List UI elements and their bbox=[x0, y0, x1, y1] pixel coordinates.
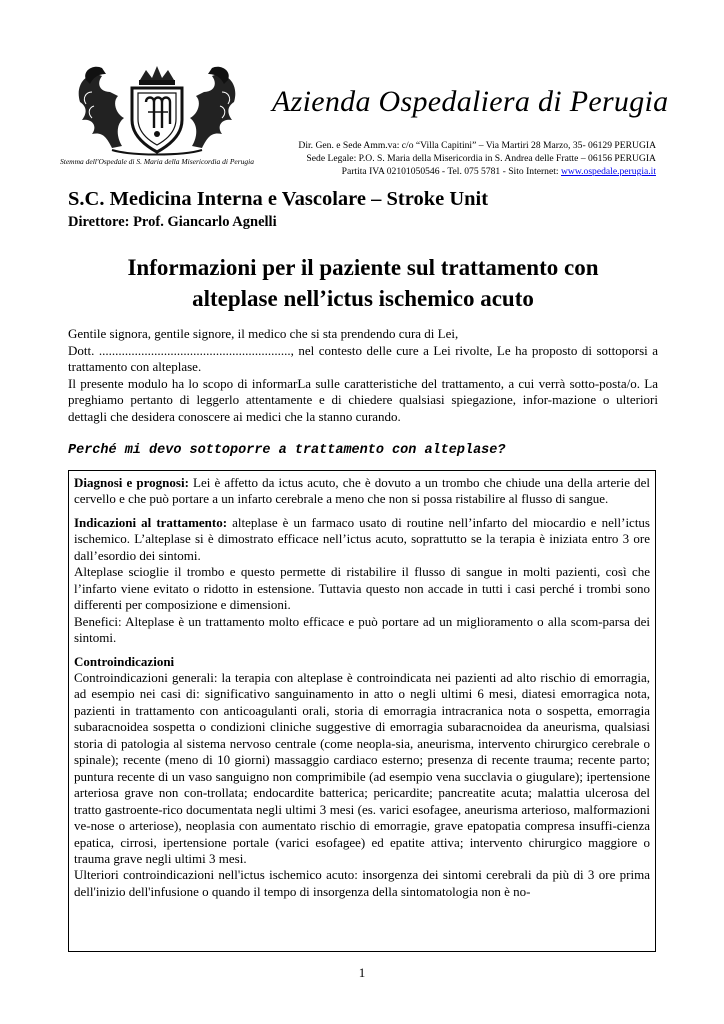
document-title bbox=[68, 252, 658, 314]
intro-greeting: Gentile signora, gentile signore, il medico che si sta prendendo cura di Lei, bbox=[68, 326, 459, 341]
indications-label: Indicazioni al trattamento: bbox=[74, 514, 228, 530]
website-link[interactable]: www.ospedale.perugia.it bbox=[560, 166, 656, 177]
mechanism-paragraph: Alteplase scioglie il trombo e questo permette di ristabilire il flusso di sangue in molti pazienti, così che l’infarto viene evitato o ridotto in estensione. Tuttavia questo non accade in tutti i casi perché i trombi sono differenti per composizione e dimensioni. bbox=[74, 564, 650, 613]
indications-text: alteplase è un farmaco usato di routine nell’infarto del miocardio e nell’ictus ischemico. L’alteplase si è dimostrato efficace nell’ictus acuto, soprattutto se la terapia è iniziata entro 3 ore dall’esordio dei sintomi. bbox=[74, 514, 650, 563]
title-line-2: alteplase nell’ictus ischemico acuto bbox=[192, 286, 534, 311]
general-contraindications: Controindicazioni generali: la terapia con alteplase è controindicata nei pazienti ad alto rischio di emorragia, ad esempio nei casi di: significativo sanguinamento in atto o negli ultimi 6 mesi, diatesi emorragica nota, pazienti in trattamento con anticoagulanti orali, storia di emorragia intracranica nota o sospetta, emorragia subaracnoidea sospetta o condizioni cliniche suggestive di emorragia subaracnoidea da aneurisma, qualsiasi storia di patologia al sistema nervoso centrale (come neopla-sia, aneurisma, intervento chirurgico cerebrale o spinale); recente (meno di 10 giorni) massaggio cardiaco esterno; presenza di recente trauma; recente parto; puntura recente di un vaso sanguigno non comprimibile (ad esempio vena succlavia o giugulare); ipertensione arteriosa grave non con-trollata; endocardite batterica; pericardite; pancreatite acuta; malattia ulcerosa del tratto gastroente-rico documentata negli ultimi 3 mesi (es. varici esofagee, aneurisma arterioso, malformazioni ve-nose o arteriose), neoplasia con aumentato rischio di emorragie, grave epatopatia compresa insuffi-cienza epatica, cirrosi, ipertensione portale (varici esofagee) ed epatite attiva; intervento chirurgico maggiore o trauma grave negli ultimi 3 mesi. bbox=[74, 669, 650, 866]
unit-name: S.C. Medicina Interna e Vascolare – Stroke Unit bbox=[68, 188, 489, 210]
indications-paragraph bbox=[74, 515, 650, 564]
contraindications-heading-text: Controindicazioni bbox=[74, 653, 175, 669]
address-line-admin: Dir. Gen. e Sede Amm.va: c/o “Villa Capitini” – Via Martiri 28 Marzo, 35- 06129 PERUGIA bbox=[298, 140, 656, 151]
hospital-coat-of-arms-logo bbox=[72, 62, 242, 157]
benefits-paragraph: Benefici: Alteplase è un trattamento molto efficace e può portare ad un miglioramento o alla scom-parsa dei sintomi. bbox=[74, 613, 650, 646]
diagnosis-text: Lei è affetto da ictus acuto, che è dovuto a un trombo che chiude una della arterie del cervello e che può portare a un infarto cerebrale a meno che non si possa ristabilire al flusso di sangue. bbox=[74, 475, 650, 507]
diagnosis-paragraph bbox=[74, 475, 650, 508]
page-number: 1 bbox=[358, 965, 366, 980]
section-heading: Perché mi devo sottoporre a trattamento con alteplase? bbox=[68, 443, 506, 458]
organization-name: Azienda Ospedaliera di Perugia bbox=[272, 85, 669, 118]
stroke-contraindications: Ulteriori controindicazioni nell'ictus ischemico acuto: insorgenza dei sintomi cerebrali da più di 3 ore prima dell'inizio dell'infusione o quando il tempo di insorgenza della sintomatologia non è no- bbox=[74, 867, 650, 899]
title-line-1: Informazioni per il paziente sul trattamento con bbox=[127, 255, 599, 280]
intro-section bbox=[68, 326, 658, 426]
address-line-contacts bbox=[236, 165, 656, 178]
intro-purpose: Il presente modulo ha lo scopo di informarLa sulle caratteristiche del trattamento, a cui verrà sotto-posta/o. La preghiamo pertanto di leggerlo attentamente e di chiedere qualsiasi spiegazione, infor-mazione o ulteriori dettagli che desidera conoscere ai medici che la stanno curando. bbox=[68, 375, 658, 424]
contraindications-heading bbox=[74, 654, 650, 670]
address-block bbox=[236, 139, 656, 178]
logo-caption: Stemma dell'Ospedale di S. Maria della Misericordia di Perugia bbox=[60, 157, 255, 166]
address-line-legal: Sede Legale: P.O. S. Maria della Misericordia in S. Andrea delle Fratte – 06156 PERUGIA bbox=[306, 153, 656, 164]
diagnosis-label: Diagnosi e prognosi: bbox=[74, 475, 189, 490]
contacts-text: Partita IVA 02101050546 - Tel. 075 5781 - Sito Internet: bbox=[341, 166, 561, 177]
director-name: Direttore: Prof. Giancarlo Agnelli bbox=[68, 214, 277, 230]
intro-doctor: Dott. ..........................................................., nel contesto delle cure a Lei rivolte, Le ha proposto di sottoporsi a trattamento con alteplase. bbox=[68, 342, 658, 375]
information-box bbox=[68, 470, 656, 952]
